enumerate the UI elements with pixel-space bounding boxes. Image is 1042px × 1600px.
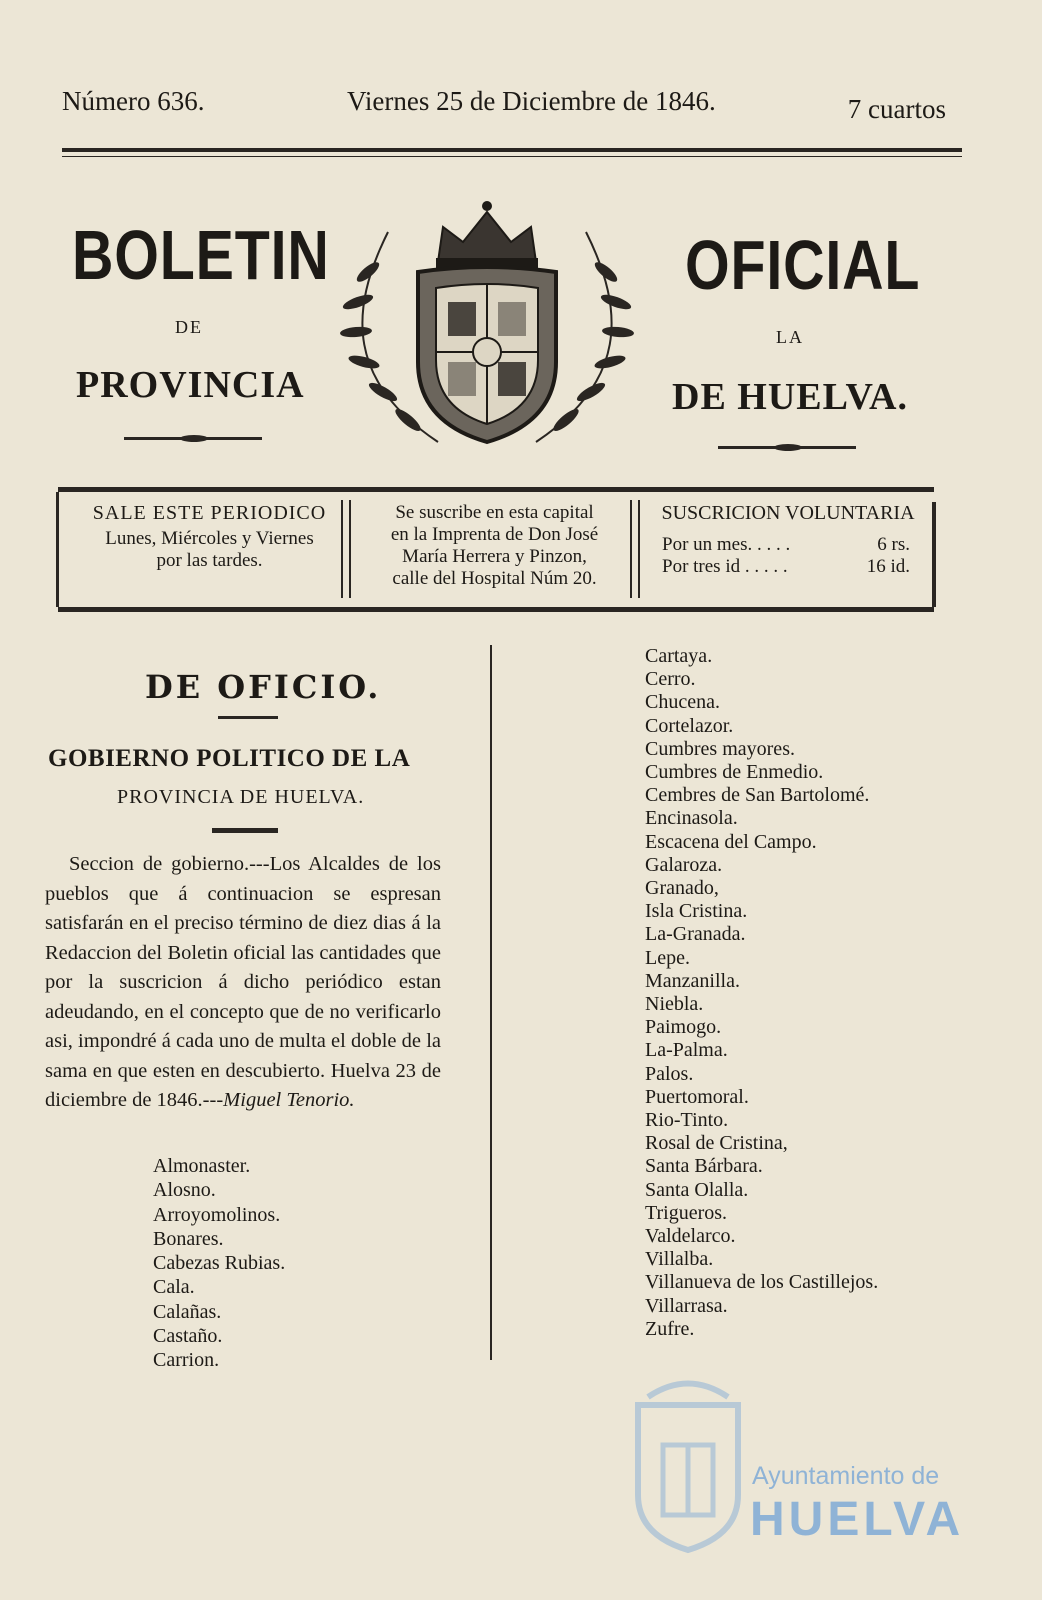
location-line-3: María Herrera y Pinzon, <box>402 546 587 567</box>
column-divider <box>490 645 492 1360</box>
masthead-oficial: OFICIAL <box>685 226 921 304</box>
list-item: Almonaster. <box>153 1155 251 1177</box>
box-divider-1 <box>341 500 351 598</box>
list-item: Alosno. <box>153 1179 216 1202</box>
list-item: Palos. <box>645 1062 694 1085</box>
article-signature: Miguel Tenorio. <box>223 1089 355 1111</box>
section-rule <box>218 716 278 719</box>
issue-number: Número 636. <box>62 86 205 116</box>
list-item: Cala. <box>153 1276 195 1299</box>
list-item: La-Palma. <box>645 1039 728 1062</box>
list-item: Calañas. <box>153 1300 222 1323</box>
article-heading: GOBIERNO POLITICO DE LA <box>48 745 411 772</box>
list-item: Arroyomolinos. <box>153 1203 281 1226</box>
box-divider-2 <box>630 500 640 598</box>
watermark-line-2: HUELVA <box>750 1493 965 1546</box>
price-row-three-months <box>648 556 928 578</box>
issue-date: Viernes 25 de Diciembre de 1846. <box>347 86 716 116</box>
list-item: Encinasola. <box>645 807 738 830</box>
watermark-line-1: Ayuntamiento de <box>752 1462 940 1490</box>
list-item: Villanueva de los Castillejos. <box>645 1271 879 1294</box>
list-item: Cortelazor. <box>645 714 734 737</box>
list-item: Rio-Tinto. <box>645 1109 729 1132</box>
list-item: Bonares. <box>153 1227 224 1250</box>
list-item: Cumbres mayores. <box>645 737 795 760</box>
list-item: Galaroza. <box>645 853 723 876</box>
location-line-4: calle del Hospital Núm 20. <box>392 568 597 589</box>
issue-header <box>62 86 946 126</box>
list-item: Villarrasa. <box>645 1294 728 1317</box>
list-item: Puertomoral. <box>645 1085 749 1108</box>
list-item: Cabezas Rubias. <box>153 1252 286 1275</box>
list-item: Paimogo. <box>645 1016 722 1039</box>
list-item: La-Granada. <box>645 923 746 946</box>
article-subheading: PROVINCIA DE HUELVA. <box>117 786 365 808</box>
town-list-left <box>153 1154 285 1373</box>
price-label-three-months: Por tres id . . . . . <box>662 556 788 577</box>
price-value-three-months: 16 id. <box>866 556 910 577</box>
schedule-days: Lunes, Miércoles y Viernes <box>105 528 314 549</box>
location-line-2: en la Imprenta de Don José <box>390 524 599 545</box>
price-value-month: 6 rs. <box>877 534 910 555</box>
list-item: Santa Bárbara. <box>645 1155 763 1178</box>
publication-schedule <box>72 502 347 572</box>
masthead-la: LA <box>776 327 804 347</box>
prices-heading: SUSCRICION VOLUNTARIA <box>661 502 915 524</box>
list-item: Trigueros. <box>645 1201 728 1224</box>
list-item: Rosal de Cristina, <box>645 1132 788 1155</box>
list-item: Carrion. <box>153 1349 220 1372</box>
subheading-rule <box>212 828 278 833</box>
list-item: Manzanilla. <box>645 969 740 992</box>
masthead-provincia: PROVINCIA <box>76 364 305 406</box>
ornament-right-dot <box>774 444 802 451</box>
town-list-right <box>645 645 878 1341</box>
royal-coat-of-arms-icon <box>328 192 646 462</box>
section-title: DE OFICIO. <box>145 668 382 706</box>
issue-price: 7 cuartos <box>847 94 946 124</box>
price-row-month <box>648 534 928 556</box>
article-body-text: Seccion de gobierno.---Los Alcaldes de los pueblos que á continuacion se espresan satisfarán en el preciso término de diez dias á la Redaccion del Boletin oficial las cantidades que por la suscricion á dicho periódico estan adeudando, en el concepto que de no verificarlo asi, impondré á cada uno de multa el doble de la sama en que esten en descubierto. Huelva 23 de diciembre de 1846.--- <box>45 853 441 1111</box>
list-item: Chucena. <box>645 691 720 714</box>
masthead-de: DE <box>175 317 203 337</box>
list-item: Zufre. <box>645 1317 695 1340</box>
schedule-time: por las tardes. <box>156 550 263 571</box>
masthead-de-huelva: DE HUELVA. <box>672 376 908 418</box>
masthead-boletin: BOLETIN <box>72 216 330 294</box>
price-label-month: Por un mes. . . . . <box>662 534 791 555</box>
header-rule <box>62 148 962 152</box>
subscription-info-box <box>58 487 934 612</box>
schedule-heading: SALE ESTE PERIODICO <box>92 502 327 524</box>
list-item: Castaño. <box>153 1325 223 1348</box>
list-item: Granado, <box>645 877 719 900</box>
list-item: Escacena del Campo. <box>645 830 817 853</box>
list-item: Cembres de San Bartolomé. <box>645 784 870 807</box>
list-item: Cumbres de Enmedio. <box>645 761 824 784</box>
article-body <box>45 850 441 1116</box>
subscription-prices <box>648 502 928 578</box>
list-item: Cartaya. <box>645 645 713 667</box>
list-item: Isla Cristina. <box>645 900 748 923</box>
header-rule-thin <box>62 156 962 157</box>
list-item: Lepe. <box>645 946 690 969</box>
ornament-left-dot <box>180 435 208 442</box>
box-left-bar <box>56 492 59 607</box>
list-item: Valdelarco. <box>645 1225 736 1248</box>
list-item: Cerro. <box>645 668 696 691</box>
subscription-location <box>353 502 636 590</box>
box-right-bar <box>932 502 936 607</box>
list-item: Niebla. <box>645 993 704 1016</box>
list-item: Villalba. <box>645 1248 714 1271</box>
location-line-1: Se suscribe en esta capital <box>395 502 594 523</box>
list-item: Santa Olalla. <box>645 1178 749 1201</box>
